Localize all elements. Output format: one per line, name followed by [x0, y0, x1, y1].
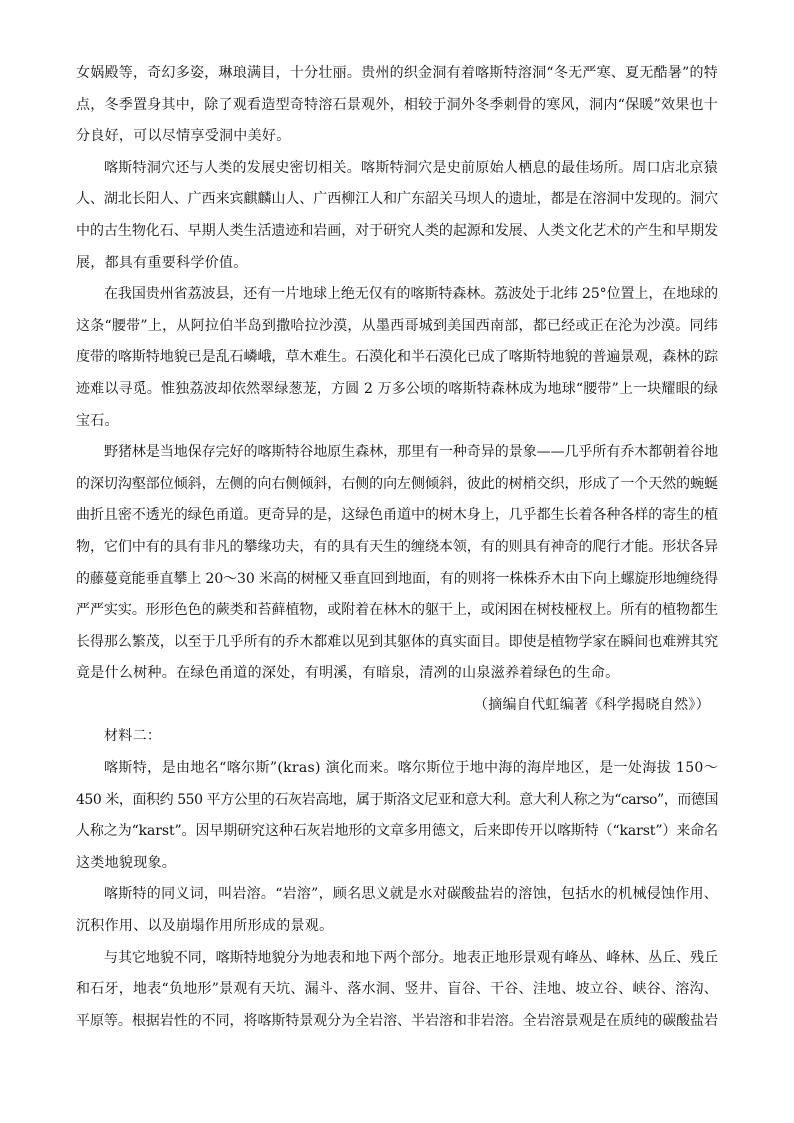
paragraph-yezhulin-forest	[76, 437, 718, 690]
text-line: 喀斯特的同义词，叫岩溶。“岩溶”，顾名思义就是水对碳酸盐岩的溶蚀，包括水的机械侵蚀作用、	[104, 886, 718, 903]
text-line: 宝石。	[76, 412, 119, 429]
text-line: 平原等。根据岩性的不同，将喀斯特景观分为全岩溶、半岩溶和非岩溶。全岩溶景观是在质纯的碳酸盐岩	[76, 1012, 718, 1029]
text-line: 在我国贵州省荔波县，还有一片地球上绝无仅有的喀斯特森林。荔波处于北纬 25°位置上，在地球的	[104, 286, 718, 303]
paragraph-libo-karst-forest	[76, 279, 718, 437]
text-line: 迹难以寻觅。惟独荔波却依然翠绿葱茏，方圆 2 万多公顷的喀斯特森林成为地球“腰带”上一块耀眼的绿	[76, 380, 718, 397]
text-line: 中的古生物化石、早期人类生活遗迹和岩画，对于研究人类的起源和发展、人类文化艺术的产生和早期发	[76, 222, 718, 239]
source-citation: （摘编自代虹编著《科学揭晓自然》）	[473, 696, 710, 713]
text-line: 喀斯特洞穴还与人类的发展史密切相关。喀斯特洞穴是史前原始人栖息的最佳场所。周口店北京猿	[104, 159, 718, 176]
text-line: 沉积作用、以及崩塌作用所形成的景观。	[76, 918, 334, 935]
text-line: 度带的喀斯特地貌已是乱石嶙峨，草木难生。石漠化和半石漠化已成了喀斯特地貌的普遍景观，森林的踪	[76, 349, 718, 366]
paragraph-karst-caves-guizhou	[76, 58, 718, 153]
paragraph-caves-human-history	[76, 153, 718, 279]
text-line: 展，都具有重要科学价值。	[76, 254, 248, 271]
text-line: 这条“腰带”上，从阿拉伯半岛到撒哈拉沙漠，从墨西哥城到美国西南部，都已经或正在沦为沙漠。同纬	[76, 317, 718, 334]
section-label-material-two: 材料二：	[104, 728, 162, 745]
text-line: 喀斯特，是由地名“喀尔斯”(kras) 演化而来。喀尔斯位于地中海的海岸地区，是一处海拔 150～	[104, 760, 718, 777]
text-line: 长得那么繁茂，以至于几乎所有的乔木都难以见到其躯体的真实面目。即使是植物学家在瞬间也难辨其究	[76, 633, 718, 650]
text-line: 女娲殿等，奇幻多姿，琳琅满目，十分壮丽。贵州的织金洞有着喀斯特溶洞“冬无严寒、夏无酷暑”的特	[76, 65, 718, 81]
text-line: 的藤蔓竟能垂直攀上 20～30 米高的树桠又垂直回到地面，有的则将一株株乔木由下向上螺旋形地缠绕得	[76, 570, 718, 587]
text-line: 人、湖北长阳人、广西来宾麒麟山人、广西柳江人和广东韶关马坝人的遗址，都是在溶洞中发现的。洞穴	[76, 191, 718, 208]
text-line: 竟是什么树种。在绿色甬道的深处，有明溪，有暗泉，清冽的山泉滋养着绿色的生命。	[76, 665, 620, 682]
text-line: 的深切沟壑部位倾斜，左侧的向右侧倾斜，右侧的向左侧倾斜，彼此的树梢交织，形成了一个天然的蜿蜒	[76, 475, 718, 492]
text-line: 点，冬季置身其中，除了观看造型奇特溶石景观外，相较于洞外冬季刺骨的寒风，洞内“保暖”效果也十	[76, 96, 718, 113]
document-page	[76, 58, 718, 1037]
text-line: 人称之为“karst”。因早期研究这种石灰岩地形的文章多用德文，后来即传开以喀斯特（“karst”）来命名	[76, 823, 718, 840]
text-line: 野猪林是当地保存完好的喀斯特谷地原生森林，那里有一种奇异的景象——几乎所有乔木都朝着谷地	[104, 444, 718, 461]
text-line: 曲折且密不透光的绿色甬道。更奇异的是，这绿色甬道中的树木身上，几乎都生长着各种各样的寄生的植	[76, 507, 718, 524]
text-line: 物，它们中有的具有非凡的攀缘功夫，有的具有天生的缠绕本领，有的则具有神奇的爬行才能。形状各异	[76, 538, 718, 555]
text-line: 严严实实。形形色色的蕨类和苔藓植物，或附着在林木的躯干上，或闲困在树枝桠杈上。所有的植物都生	[76, 602, 718, 619]
paragraph-karst-synonym	[76, 879, 718, 942]
text-line: 分良好，可以尽情享受洞中美好。	[76, 128, 291, 145]
paragraph-karst-landforms	[76, 943, 718, 1038]
text-line: 与其它地貌不同，喀斯特地貌分为地表和地下两个部分。地表正地形景观有峰丛、峰林、丛丘、残丘	[104, 949, 718, 966]
text-line: 450 米，面积约 550 平方公里的石灰岩高地，属于斯洛文尼亚和意大利。意大利人称之为“carso”，而德国	[76, 791, 718, 808]
text-line: 和石牙，地表“负地形”景观有天坑、漏斗、落水洞、竖井、盲谷、干谷、洼地、坡立谷、峡谷、溶沟、	[76, 981, 718, 998]
text-line: 这类地貌现象。	[76, 854, 177, 871]
paragraph-karst-etymology	[76, 753, 718, 879]
